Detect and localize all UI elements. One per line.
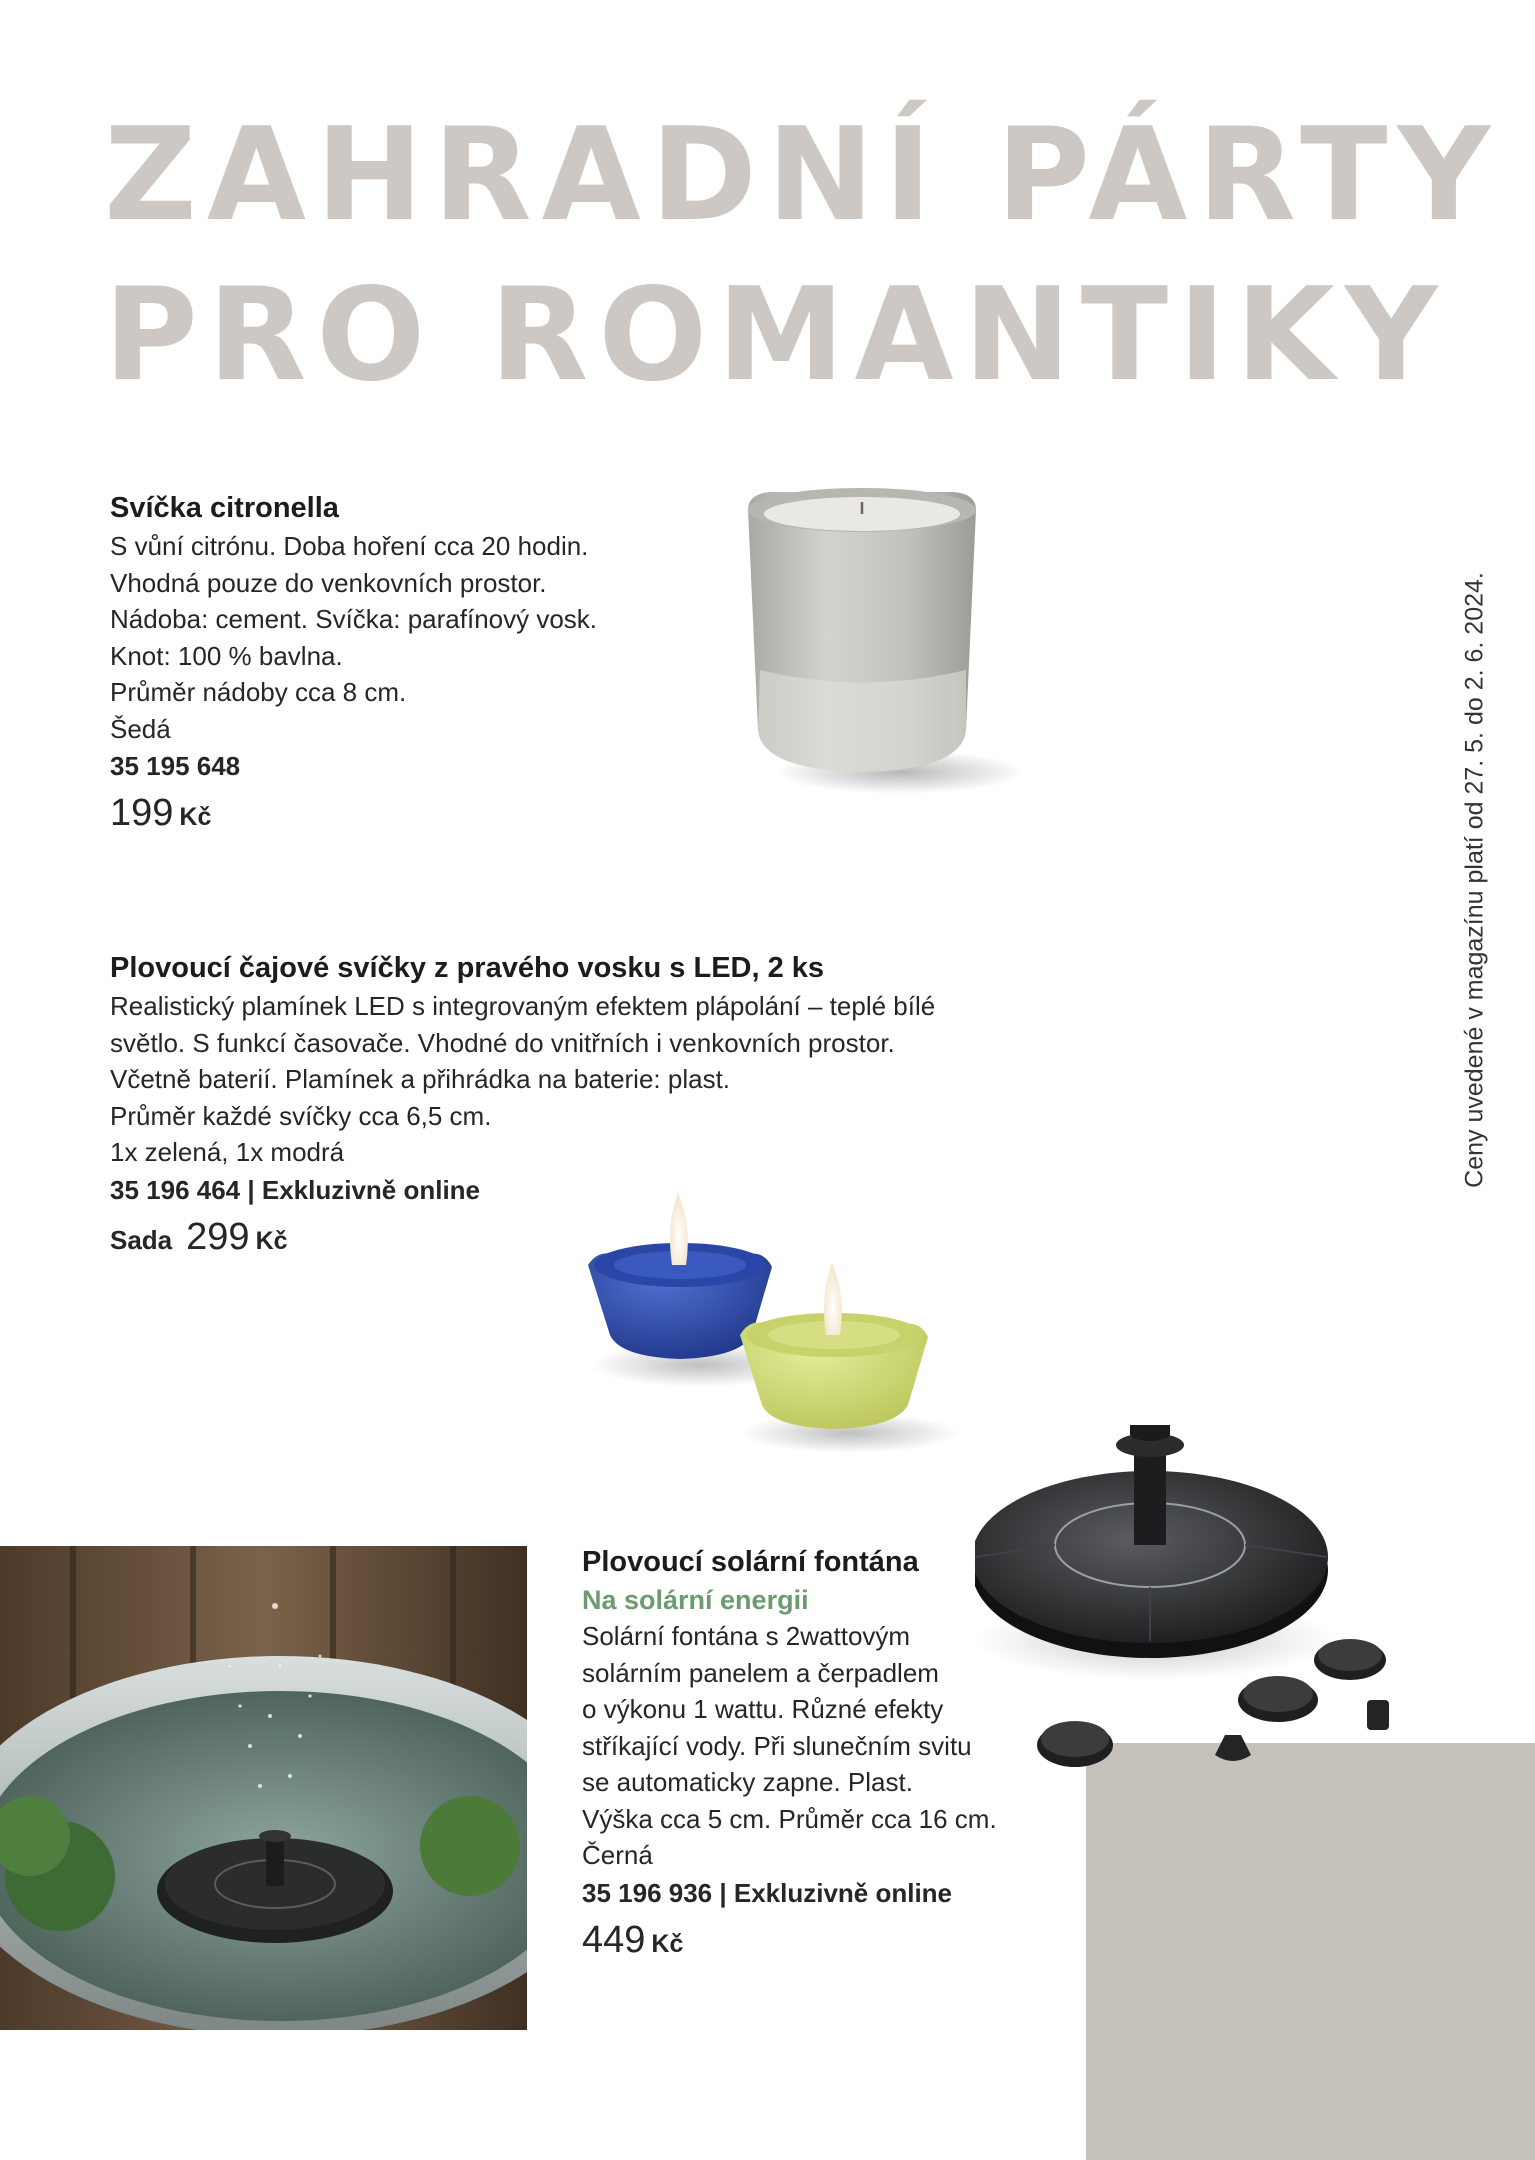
product-color: Šedá [110,713,171,744]
price-validity-note: Ceny uvedené v magazínu platí od 27. 5. do 2. 6. 2024. [1460,572,1489,1188]
price-prefix: Sada [110,1224,173,1255]
product-description-line: Solární fontána s 2wattovým [582,1621,911,1651]
product-description-line: se automaticky zapne. Plast. [582,1767,913,1797]
product-description-line: o výkonu 1 wattu. Různé efekty [582,1694,944,1724]
price-currency: Kč [651,1929,684,1958]
price-amount: 449 [582,1918,646,1961]
product-name: Svíčka citronella [110,492,339,524]
product-name: Plovoucí solární fontána [582,1546,919,1578]
product-color: Černá [582,1840,653,1870]
product-description-line: stříkající vody. Při slunečním svitu [582,1730,972,1761]
price-amount: 199 [110,792,174,834]
product-price [582,1918,997,1963]
product-description-line: Výška cca 5 cm. Průměr cca 16 cm. [582,1803,997,1834]
product-description-line: Nádoba: cement. Svíčka: parafínový vosk. [110,604,598,634]
solar-fountain-image [975,1395,1395,1785]
price-currency: Kč [179,803,212,831]
product-subtitle: Na solární energii [582,1585,809,1615]
product-color: 1x zelená, 1x modrá [110,1137,345,1167]
product-description-line: Knot: 100 % bavlna. [110,640,343,671]
product-description-line: S vůní citrónu. Doba hoření cca 20 hodin. [110,531,589,561]
price-amount: 299 [186,1215,250,1258]
product-code: 35 196 936 | Exkluzivně online [582,1877,953,1908]
fountain-in-garden-photo [0,1546,527,2030]
product-code: 35 195 648 [110,751,241,781]
product-name: Plovoucí čajové svíčky z pravého vosku s LED, 2 ks [110,952,825,984]
product-description-line: solárním panelem a čerpadlem [582,1657,939,1688]
price-currency: Kč [255,1226,288,1255]
citronella-candle-image [730,480,1030,810]
led-tealights-image [580,1165,960,1455]
product-code: 35 196 464 | Exkluzivně online [110,1174,481,1205]
product-citronella-candle [110,488,597,836]
headline-line-1: ZAHRADNÍ PÁRTY [104,101,1501,250]
product-description-line: Včetně baterií. Plamínek a přihrádka na baterie: plast. [110,1064,731,1094]
product-price [110,792,597,836]
product-description-line: Průměr každé svíčky cca 6,5 cm. [110,1100,492,1131]
headline-line-2: PRO ROMANTIKY [104,261,1448,410]
product-solar-fountain [582,1542,997,1962]
product-description-line: Průměr nádoby cca 8 cm. [110,677,407,707]
product-description-line: světlo. S funkcí časovače. Vhodné do vnitřních i venkovních prostor. [110,1027,895,1058]
decorative-corner-block [1086,1743,1535,2160]
product-description-line: Realistický plamínek LED s integrovaným efektem plápolání – teplé bílé [110,991,936,1021]
product-description-line: Vhodná pouze do venkovních prostor. [110,567,547,598]
page-headline [104,96,1500,416]
